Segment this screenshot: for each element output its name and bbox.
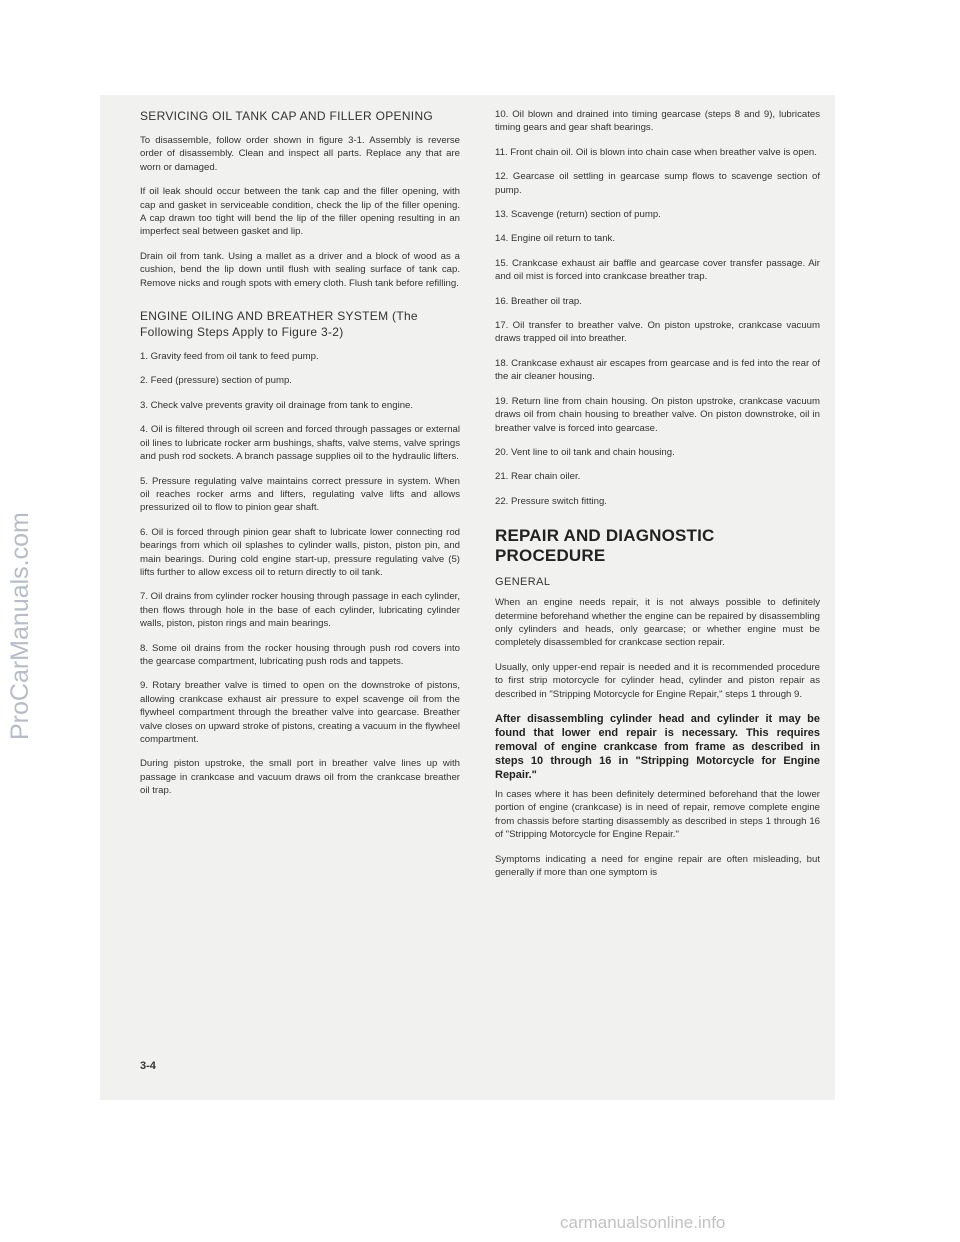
step-item: 2. Feed (pressure) section of pump. (140, 375, 292, 387)
step-item: 6. Oil is forced through pinion gear shaft to lubricate lower connecting rod bearings from which oil splashes to cylinder walls, piston, piston pin, and main bearings. During cold engine start-up, pressure regulating valve (5) lifts further to allow excess oil to return directly to oil tank. (140, 526, 460, 578)
left-column (140, 108, 460, 809)
step-item: 18. Crankcase exhaust air escapes from gearcase and is fed into the rear of the air cleaner housing. (495, 357, 820, 383)
step-item: 20. Vent line to oil tank and chain housing. (495, 446, 675, 458)
step-item: 22. Pressure switch fitting. (495, 495, 607, 507)
step-item: 7. Oil drains from cylinder rocker housing through passage in each cylinder, then flows through hole in the base of each cylinder, lubricating cylinder walls, piston, piston rings and main bearings. (140, 591, 460, 630)
step-item: 12. Gearcase oil settling in gearcase sump flows to scavenge section of pump. (495, 171, 820, 196)
step-item: 10. Oil blown and drained into timing gearcase (steps 8 and 9), lubricates timing gears and gear shaft bearings. (495, 109, 820, 134)
step-item: 3. Check valve prevents gravity oil drainage from tank to engine. (140, 399, 414, 411)
section-title-oil-tank: SERVICING OIL TANK CAP AND FILLER OPENING (140, 109, 434, 123)
step-item: 19. Return line from chain housing. On piston upstroke, crankcase vacuum draws oil from chain housing to breather valve. On piston downstroke, oil in breather valve is forced into gearcase. (495, 395, 820, 434)
section-title-repair: REPAIR AND DIAGNOSTIC PROCEDURE (495, 526, 715, 566)
paragraph: In cases where it has been definitely determined beforehand that the lower portion of engine (crankcase) is in need of repair, remove complete engine from chassis before starting disassembly as described in steps 1 through 16 of "Stripping Motorcycle for Engine Repair." (495, 788, 820, 841)
paragraph: Symptoms indicating a need for engine repair are often misleading, but generally if more than one symptom is (495, 853, 820, 878)
step-item: 11. Front chain oil. Oil is blown into chain case when breather valve is open. (495, 146, 817, 158)
step-item: 4. Oil is filtered through oil screen and forced through passages or external oil lines to lubricate rocker arm bushings, shafts, valve stems, valve springs and push rod sockets. A branch passage supplies oil to the hydraulic lifters. (140, 424, 460, 463)
footer-watermark: carmanualsonline.info (560, 1213, 726, 1232)
step-item: 15. Crankcase exhaust air baffle and gearcase cover transfer passage. Air and oil mist is forced into crankcase breather trap. (495, 257, 820, 283)
step-item: During piston upstroke, the small port in breather valve lines up with passage in crankcase and vacuum draws oil from the crankcase breather oil trap. (140, 758, 460, 797)
step-item: 16. Breather oil trap. (495, 295, 582, 307)
step-item: 9. Rotary breather valve is timed to open on the downstroke of pistons, allowing crankcase exhaust air pressure to expel scavenge oil from the flywheel compartment through the breather valve into gearcase. Breather valve closes on upward stroke of pistons, creating a vacuum in the flywheel compartment. (140, 680, 460, 745)
section-title-oiling-system: ENGINE OILING AND BREATHER SYSTEM (The Following Steps Apply to Figure 3-2) (140, 309, 418, 340)
subsection-title-general: GENERAL (495, 576, 551, 589)
step-item: 14. Engine oil return to tank. (495, 233, 615, 245)
step-item: 17. Oil transfer to breather valve. On piston upstroke, crankcase vacuum draws trapped oil into breather. (495, 320, 820, 345)
paragraph: Usually, only upper-end repair is needed and it is recommended procedure to first strip motorcycle for cylinder head, cylinder and piston repair as described in "Stripping Motorcycle for Engine Repair," steps 1 through 9. (495, 661, 820, 700)
step-item: 1. Gravity feed from oil tank to feed pump. (140, 351, 319, 363)
paragraph: If oil leak should occur between the tank cap and the filler opening, with cap and gasket in serviceable condition, check the lip of the filler opening. A cap drawn too tight will bend the lip of the filler opening resulting in an imperfect seal between gasket and lip. (140, 186, 460, 238)
step-item: 5. Pressure regulating valve maintains correct pressure in system. When oil reaches rocker arms and lifters, regulating valve lifts and allows pressurized oil to flow to pinion gear shaft. (140, 475, 460, 514)
paragraph: To disassemble, follow order shown in figure 3-1. Assembly is reverse order of disassembly. Clean and inspect all parts. Replace any that are worn or damaged. (140, 135, 460, 173)
paragraph: Drain oil from tank. Using a mallet as a driver and a block of wood as a cushion, bend the lip down until flush with sealing surface of tank cap. Remove nicks and rough spots with emery cloth. Flush tank before refilling. (140, 250, 460, 289)
paragraph: When an engine needs repair, it is not always possible to definitely determine beforehand whether the engine can be repaired by disassembling only cylinders and heads, only gearcase; or whether engine must be completely disassembled for crankcase section repair. (495, 597, 820, 649)
step-item: 8. Some oil drains from the rocker housing through push rod covers into the gearcase compartment, lubricating push rods and tappets. (140, 642, 460, 667)
step-item: 13. Scavenge (return) section of pump. (495, 209, 661, 221)
right-column (495, 108, 820, 890)
step-item: 21. Rear chain oiler. (495, 471, 581, 483)
page-number: 3-4 (140, 1060, 156, 1072)
bold-paragraph: After disassembling cylinder head and cylinder it may be found that lower end repair is necessary. This requires removal of engine crankcase from frame as described in steps 10 through 16 in "Stripping Motorcycle for Engine Repair." (495, 712, 820, 781)
side-watermark: ProCarManuals.com (6, 512, 34, 740)
